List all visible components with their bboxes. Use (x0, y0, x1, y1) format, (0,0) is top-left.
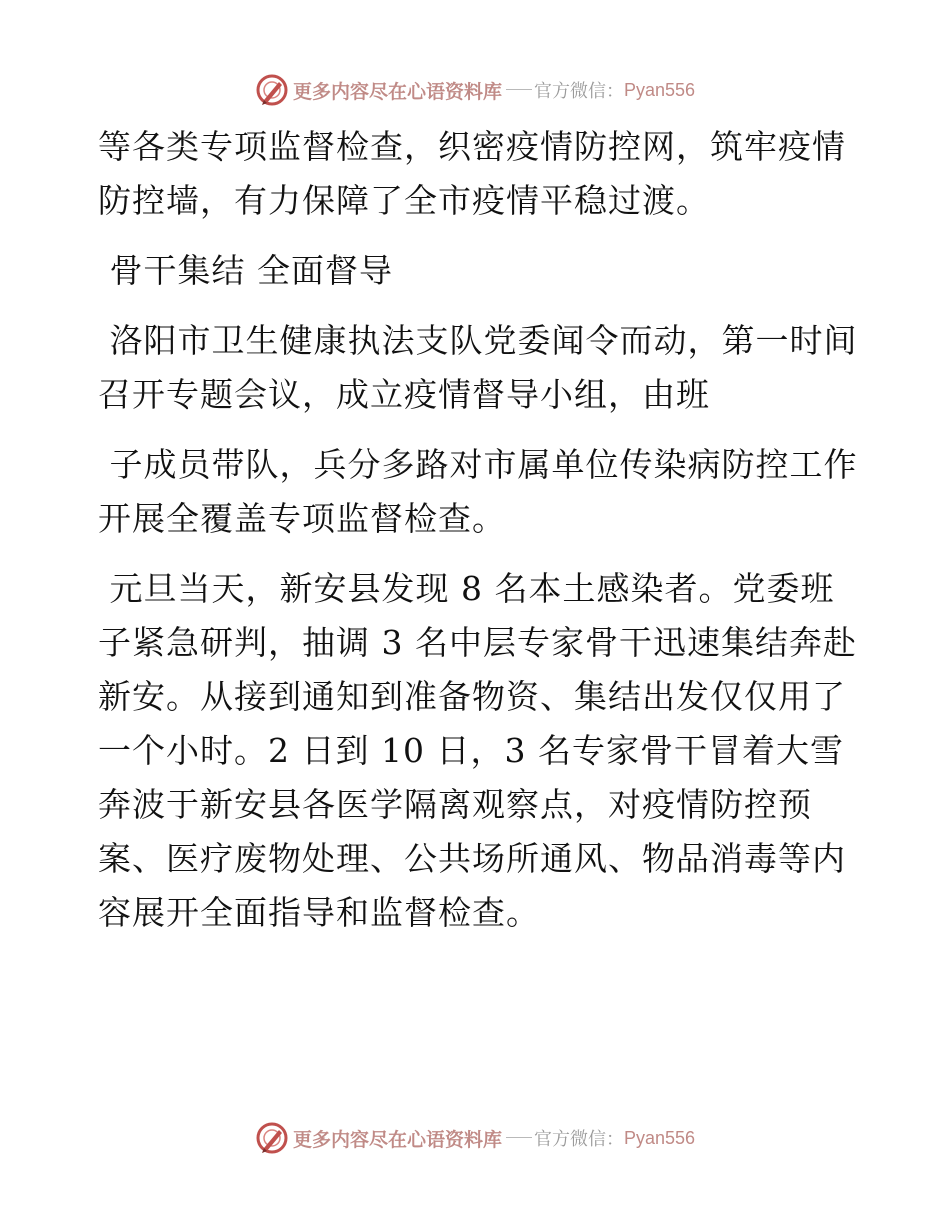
separator-dash (506, 1137, 532, 1138)
paragraph: 等各类专项监督检查，织密疫情防控网，筑牢疫情防控墙，有力保障了全市疫情平稳过渡。 (98, 127, 846, 220)
promo-text: 更多内容尽在心语资料库 (292, 1128, 502, 1151)
paragraph: 元旦当天，新安县发现 8 名本土感染者。党委班子紧急研判，抽调 3 名中层专家骨干迅速集结奔赴新安。从接到通知到准备物资、集结出发仅仅用了一个小时。2 日到 10 日，3 名专家骨干冒着大雪奔波于新安县各医学隔离观察点，对疫情防控预案、医疗废物处理、公共场所通风、物品消毒等内容展开全面指导和监督检查。 (98, 569, 857, 932)
document-body (98, 120, 858, 956)
wechat-label: 官方微信： (533, 1129, 624, 1150)
wechat-id: Pyan556 (623, 79, 696, 100)
section-heading: 骨干集结 全面督导 (98, 251, 393, 290)
footer-banner (0, 1118, 950, 1158)
header-banner (0, 70, 950, 110)
paragraph: 洛阳市卫生健康执法支队党委闻令而动，第一时间召开专题会议，成立疫情督导小组，由班 (98, 321, 858, 414)
promo-text: 更多内容尽在心语资料库 (292, 80, 502, 103)
wechat-label: 官方微信： (533, 81, 624, 102)
paragraph: 子成员带队，兵分多路对市属单位传染病防控工作开展全覆盖专项监督检查。 (98, 445, 858, 538)
pen-logo-icon (255, 73, 289, 107)
wechat-id: Pyan556 (623, 1127, 696, 1148)
pen-logo-icon (255, 1121, 289, 1155)
separator-dash (506, 89, 532, 90)
